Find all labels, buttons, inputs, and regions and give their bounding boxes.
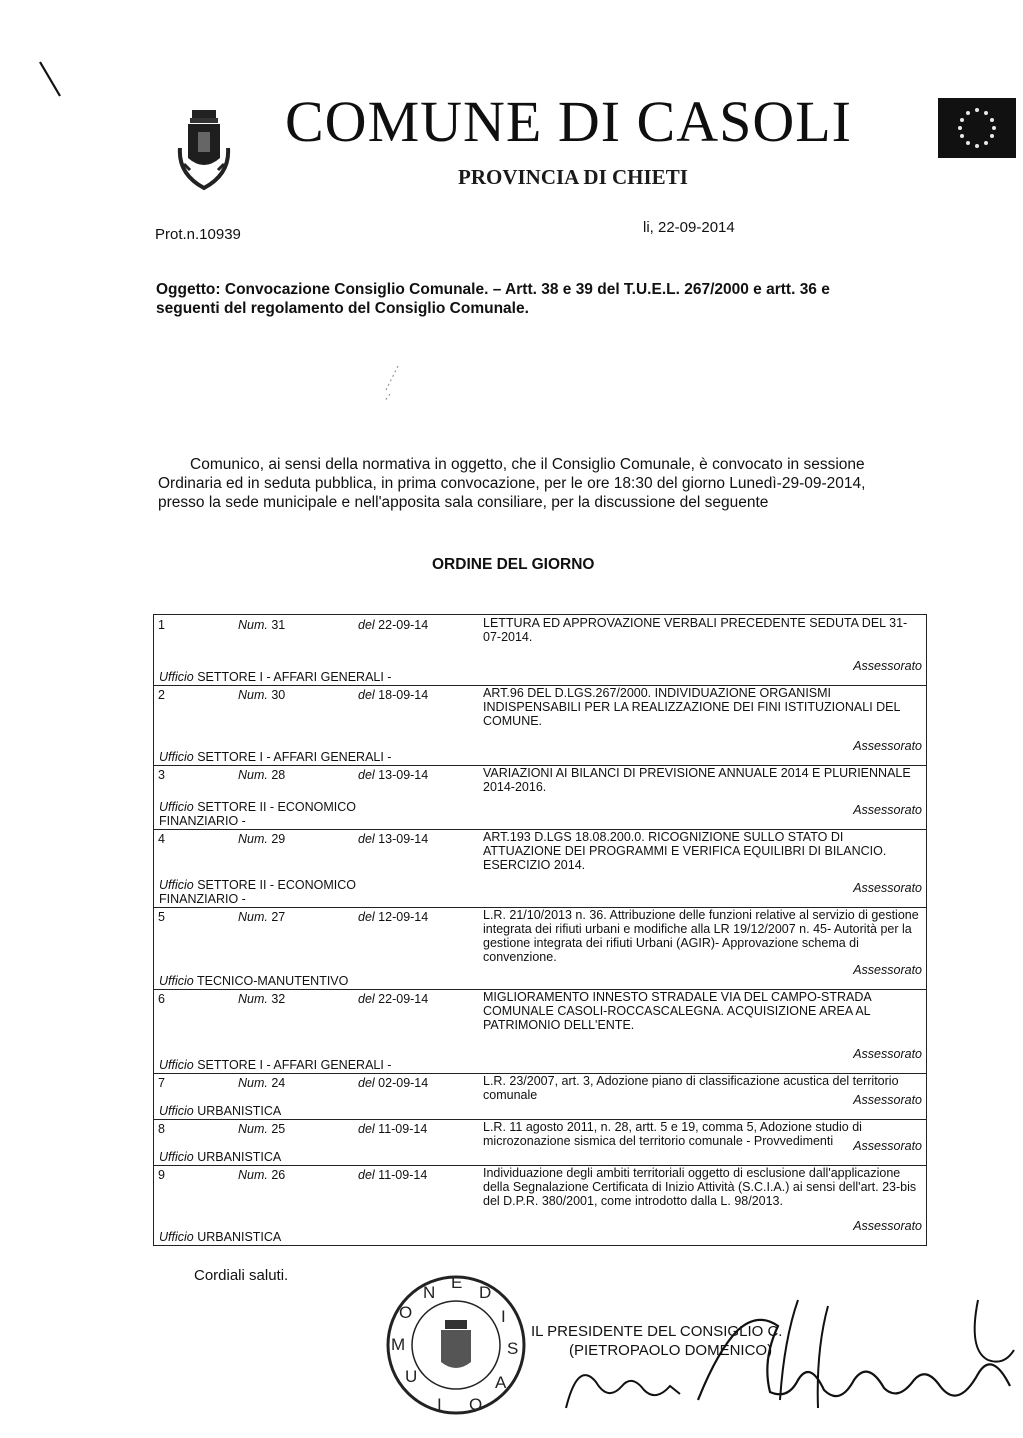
item-subject: L.R. 23/2007, art. 3, Adozione piano di classificazione acustica del territorio comunale — [483, 1074, 899, 1102]
item-assessorato: Assessorato — [853, 1093, 922, 1107]
agenda-row — [154, 829, 926, 908]
item-subject: L.R. 21/10/2013 n. 36. Attribuzione delle funzioni relative al servizio di gestione integrata dei rifiuti urbani e modifiche alla LR 19/12/2007 n. 45- Autorità per la gestione integrata dei rifiuti Urbani (AGIR)- Approvazione schema di convenzione. — [483, 908, 919, 964]
item-office: Ufficio URBANISTICA — [159, 1104, 282, 1118]
item-date: del 11-09-14 — [358, 1122, 428, 1136]
item-number: 9 — [158, 1168, 165, 1182]
svg-text:M: M — [391, 1335, 406, 1354]
document-date: li, 22-09-2014 — [643, 219, 735, 236]
item-office: Ufficio SETTORE II - ECONOMICO FINANZIARIO - — [159, 800, 357, 828]
item-date: del 02-09-14 — [358, 1076, 429, 1090]
agenda-row — [154, 1073, 926, 1120]
item-subject: Individuazione degli ambiti territoriali oggetto di esclusione dall'applicazione della Segnalazione Certificata di Inizio Attività (S.C.I.A.) ai sensi dell'art. 23-bis del D.P.R. 380/2001, come introdotto dalla L. 98/2013. — [483, 1166, 917, 1208]
item-assessorato: Assessorato — [853, 1139, 922, 1153]
item-subject: L.R. 11 agosto 2011, n. 28, artt. 5 e 19, comma 5, Adozione studio di microzonazione sismica del territorio comunale - Provvedimenti — [483, 1120, 862, 1148]
item-num: Num. 25 — [238, 1122, 286, 1136]
item-office: Ufficio URBANISTICA — [159, 1230, 282, 1244]
item-office: Ufficio SETTORE I - AFFARI GENERALI - — [159, 670, 392, 684]
pen-mark — [36, 60, 66, 100]
item-date: del 12-09-14 — [358, 910, 429, 924]
item-subject: VARIAZIONI AI BILANCI DI PREVISIONE ANNUALE 2014 E PLURIENNALE 2014-2016. — [483, 766, 911, 794]
agenda-row — [154, 989, 926, 1074]
handwritten-signature — [548, 1290, 1018, 1430]
svg-text:D: D — [479, 1283, 492, 1302]
item-office: Ufficio SETTORE I - AFFARI GENERALI - — [159, 750, 392, 764]
item-num: Num. 29 — [238, 832, 286, 846]
signature-title: IL PRESIDENTE DEL CONSIGLIO C. — [531, 1323, 783, 1340]
svg-text:E: E — [451, 1273, 463, 1292]
svg-text:N: N — [423, 1283, 436, 1302]
item-assessorato: Assessorato — [853, 881, 922, 895]
svg-text:O: O — [469, 1395, 483, 1414]
agenda-row — [154, 615, 926, 686]
protocol-number: Prot.n.10939 — [155, 226, 241, 243]
item-number: 7 — [158, 1076, 165, 1090]
item-num: Num. 32 — [238, 992, 286, 1006]
agenda-row — [154, 685, 926, 766]
scan-marks — [370, 360, 430, 410]
item-office: Ufficio SETTORE II - ECONOMICO FINANZIARIO - — [159, 878, 357, 906]
item-date: del 13-09-14 — [358, 768, 429, 782]
svg-text:A: A — [495, 1373, 507, 1392]
item-num: Num. 30 — [238, 688, 286, 702]
subject: Oggetto: Convocazione Consiglio Comunale. – Artt. 38 e 39 del T.U.E.L. 267/2000 e artt. 36 e seguenti del regolamento del Consiglio Comunale. — [156, 281, 830, 317]
signature-name: (PIETROPAOLO DOMENICO) — [569, 1342, 773, 1359]
agenda-row — [154, 907, 926, 990]
page-subtitle: PROVINCIA DI CHIETI — [458, 165, 688, 189]
item-date: del 22-09-14 — [358, 992, 429, 1006]
item-assessorato: Assessorato — [853, 1219, 922, 1233]
item-date: del 18-09-14 — [358, 688, 429, 702]
item-assessorato: Assessorato — [853, 803, 922, 817]
agenda-row — [154, 1165, 926, 1245]
agenda-table — [153, 614, 927, 1246]
item-office: Ufficio TECNICO-MANUTENTIVO — [159, 974, 349, 988]
item-number: 5 — [158, 910, 165, 924]
item-assessorato: Assessorato — [853, 659, 922, 673]
item-subject: MIGLIORAMENTO INNESTO STRADALE VIA DEL CAMPO-STRADA COMUNALE CASOLI-ROCCASCALEGNA. ACQUISIZIONE AREA AL PATRIMONIO DELL'ENTE. — [483, 990, 872, 1032]
agenda-row — [154, 1119, 926, 1166]
eu-flag-icon — [938, 98, 1016, 158]
municipal-stamp — [381, 1270, 531, 1420]
svg-text:S: S — [507, 1339, 519, 1358]
item-num: Num. 27 — [238, 910, 286, 924]
svg-text:I: I — [501, 1307, 506, 1326]
page-title: COMUNE DI CASOLI — [285, 89, 852, 154]
coat-of-arms-icon — [176, 108, 232, 194]
svg-text:U: U — [405, 1367, 418, 1386]
svg-text:I: I — [437, 1395, 442, 1414]
item-office: Ufficio SETTORE I - AFFARI GENERALI - — [159, 1058, 392, 1072]
item-num: Num. 24 — [238, 1076, 286, 1090]
item-assessorato: Assessorato — [853, 1047, 922, 1061]
item-number: 2 — [158, 688, 165, 702]
item-num: Num. 28 — [238, 768, 286, 782]
item-date: del 13-09-14 — [358, 832, 429, 846]
item-date: del 11-09-14 — [358, 1168, 428, 1182]
item-assessorato: Assessorato — [853, 739, 922, 753]
item-subject: ART.96 DEL D.LGS.267/2000. INDIVIDUAZIONE ORGANISMI INDISPENSABILI PER LA REALIZZAZIONE DEI FINI ISTITUZIONALI DEL COMUNE. — [483, 686, 900, 728]
item-assessorato: Assessorato — [853, 963, 922, 977]
item-subject: ART.193 D.LGS 18.08.200.0. RICOGNIZIONE SULLO STATO DI ATTUAZIONE DEI PROGRAMMI E VERIFICA EQUILIBRI DI BILANCIO. ESERCIZIO 2014. — [483, 830, 887, 872]
agenda-row — [154, 765, 926, 830]
agenda-title: ORDINE DEL GIORNO — [432, 556, 595, 573]
item-number: 3 — [158, 768, 165, 782]
svg-text:O: O — [399, 1303, 413, 1322]
item-number: 1 — [158, 618, 165, 632]
closing: Cordiali saluti. — [194, 1267, 289, 1284]
item-num: Num. 31 — [238, 618, 286, 632]
item-number: 6 — [158, 992, 165, 1006]
item-number: 4 — [158, 832, 165, 846]
item-num: Num. 26 — [238, 1168, 286, 1182]
item-office: Ufficio URBANISTICA — [159, 1150, 282, 1164]
item-subject: LETTURA ED APPROVAZIONE VERBALI PRECEDENTE SEDUTA DEL 31-07-2014. — [483, 616, 908, 644]
item-number: 8 — [158, 1122, 165, 1136]
item-date: del 22-09-14 — [358, 618, 429, 632]
body-paragraph — [158, 455, 894, 512]
body-text: Comunico, ai sensi della normativa in oggetto, che il Consiglio Comunale, è convocato in sessione Ordinaria ed in seduta pubblica, in prima convocazione, per le ore 18:30 del giorno Lunedì-29-09-2014, presso la sede municipale e nell'apposita sala consiliare, per la discussione del seguente — [158, 456, 866, 511]
